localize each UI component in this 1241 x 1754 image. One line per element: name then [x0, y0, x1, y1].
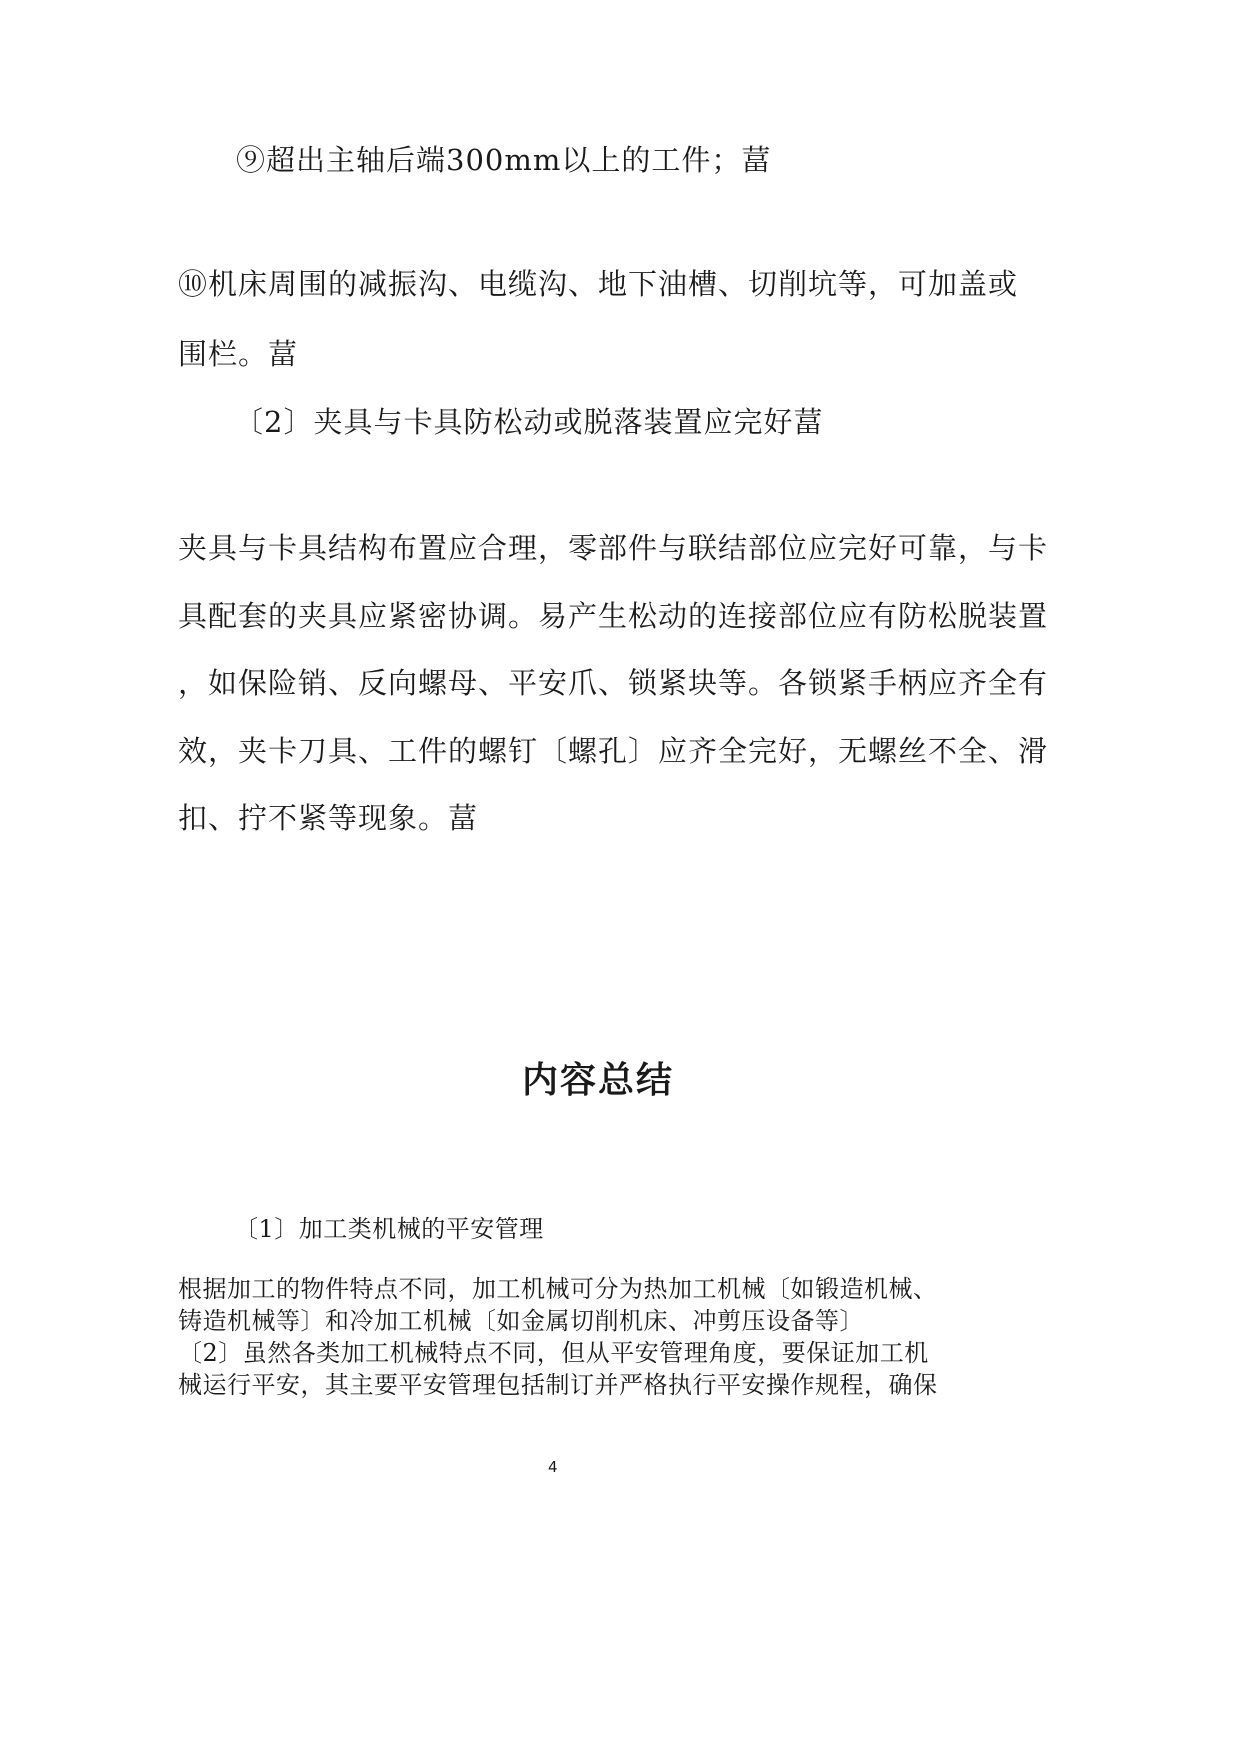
summary-item-1-heading: 〔1〕加工类机械的平安管理 — [234, 1215, 544, 1243]
list-item-10-line-2: 围栏。葍 — [178, 337, 299, 371]
paragraph-line: 具配套的夹具应紧密协调。易产生松动的连接部位应有防松脱装置 — [178, 599, 1049, 633]
summary-line: 械运行平安，其主要平安管理包括制订并严格执行平安操作规程，确保 — [178, 1371, 938, 1399]
paragraph-line: 扣、拧不紧等现象。葍 — [178, 801, 479, 835]
page-number: 4 — [548, 1458, 558, 1476]
paragraph-line: ，如保险销、反向螺母、平安爪、锁紧块等。各锁紧手柄应齐全有 — [178, 666, 1049, 700]
list-item-9: ⑨超出主轴后端300mm以上的工件；葍 — [236, 143, 772, 177]
section-2-heading: 〔2〕夹具与卡具防松动或脱落装置应完好葍 — [234, 405, 824, 439]
paragraph-line: 效，夹卡刀具、工件的螺钉〔螺孔〕应齐全完好，无螺丝不全、滑 — [178, 734, 1049, 768]
list-item-10-line-1: ⑩机床周围的减振沟、电缆沟、地下油槽、切削坑等，可加盖或 — [178, 267, 1019, 301]
summary-title: 内容总结 — [522, 1060, 675, 1101]
paragraph-line: 夹具与卡具结构布置应合理，零部件与联结部位应完好可靠，与卡 — [178, 531, 1049, 565]
summary-line: 根据加工的物件特点不同，加工机械可分为热加工机械〔如锻造机械、 — [178, 1275, 938, 1303]
summary-line: 铸造机械等〕和冷加工机械〔如金属切削机床、冲剪压设备等〕 — [178, 1307, 864, 1335]
summary-line: 〔2〕虽然各类加工机械特点不同，但从平安管理角度，要保证加工机 — [178, 1339, 929, 1367]
